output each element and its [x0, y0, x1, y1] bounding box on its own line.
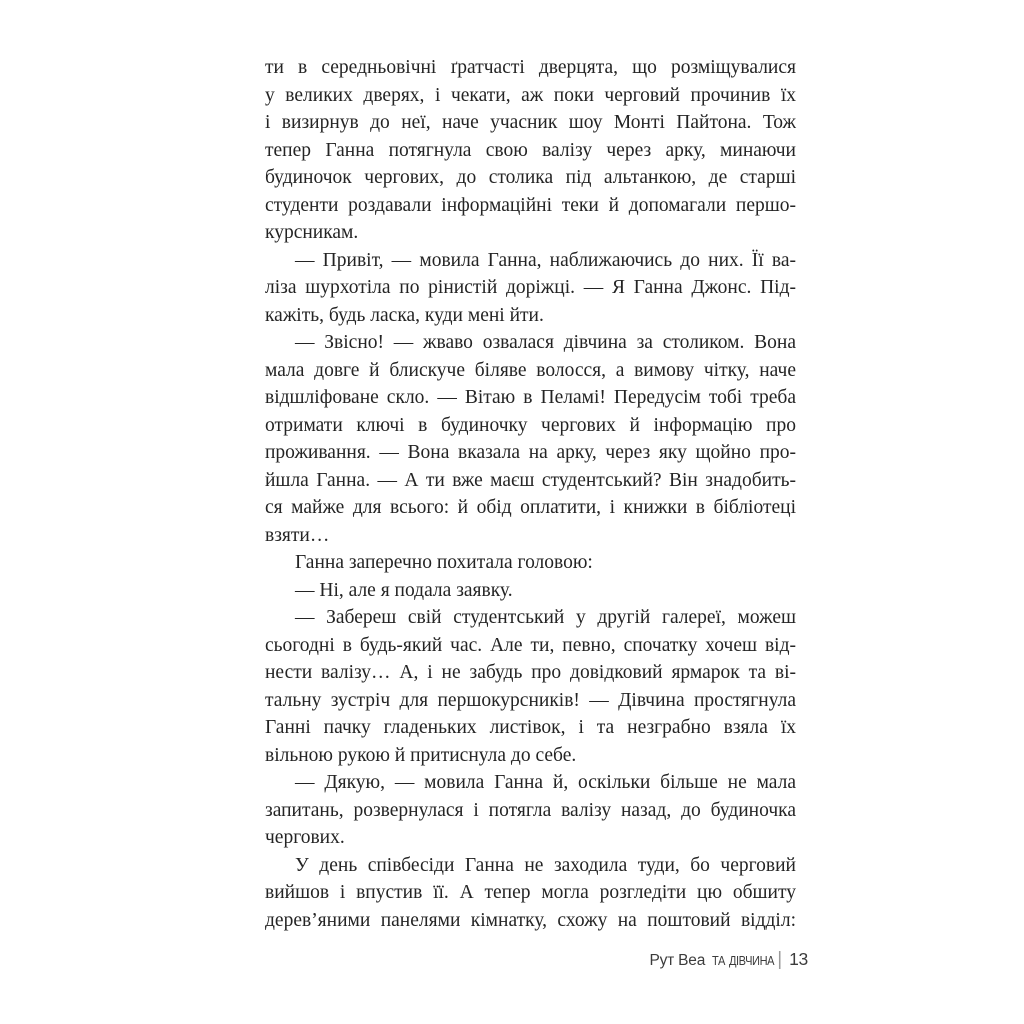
text-line: Ганна заперечно похитала головою: [295, 552, 593, 573]
text-line: нести валізу… А, і не забудь про довідковий ярмарок та ві- [265, 662, 796, 683]
footer-author: Рут Веа [649, 952, 706, 969]
text-line: і визирнув до неї, наче учасник шоу Монті Пайтона. Тож [265, 112, 796, 133]
text-line: тальну зустріч для першокурсників! — Дівчина простягнула [265, 689, 796, 711]
footer-page-number: 13 [789, 949, 808, 969]
paragraph [265, 577, 796, 605]
paragraph [265, 329, 796, 549]
text-line: відшліфоване скло. — Вітаю в Пеламі! Передусім тобі треба [265, 387, 796, 408]
text-line: вільною рукою й притиснула до себе. [265, 744, 577, 766]
text-line: у великих дверях, і чекати, аж поки черговий прочинив їх [265, 84, 796, 106]
body-text [265, 54, 796, 934]
footer-separator: | [777, 949, 783, 970]
text-line: — Дякую, — мовила Ганна й, оскільки більше не мала [295, 772, 796, 793]
text-line: тепер Ганна потягнула свою валізу через арку, минаючи [265, 139, 796, 161]
paragraph [265, 54, 796, 247]
text-line: дерев’яними панелями кімнатку, схожу на поштовий відділ: [265, 909, 796, 931]
text-line: ліза шурхотіла по рінистій доріжці. — Я Ганна Джонс. Під- [265, 277, 796, 298]
text-line: взяти… [265, 524, 330, 546]
paragraph [265, 549, 796, 577]
footer-book-title: та дівчина [712, 949, 775, 970]
text-line: студенти роздавали інформаційні теки й допомагали першо- [265, 194, 796, 216]
paragraph [265, 247, 796, 330]
text-line: будиночок чергових, до столика під альтанкою, де старші [265, 167, 796, 188]
text-line: — Звісно! — жваво озвалася дівчина за столиком. Вона [295, 332, 796, 353]
text-line: вийшов і впустив її. А тепер могла розгледіти цю обшиту [265, 882, 796, 903]
text-line: курсникам. [265, 222, 359, 243]
text-line: мала довге й блискуче біляве волосся, а вимову чітку, наче [265, 359, 796, 381]
text-line: — Привіт, — мовила Ганна, наближаючись до них. Її ва- [295, 249, 796, 271]
text-line: У день співбесіди Ганна не заходила туди, бо черговий [295, 854, 796, 876]
text-line: ти в середньовічні ґратчасті дверцята, що розміщувалися [265, 57, 796, 78]
paragraph [265, 769, 796, 852]
text-line: чергових. [265, 827, 345, 848]
text-line: — Ні, але я подала заявку. [295, 579, 513, 601]
page-footer [265, 949, 808, 971]
text-line: Ганні пачку гладеньких листівок, і та незграбно взяла їх [265, 717, 796, 738]
text-line: проживання. — Вона вказала на арку, через яку щойно про- [265, 442, 796, 463]
text-line: кажіть, будь ласка, куди мені йти. [265, 304, 544, 326]
text-line: запитань, розвернулася і потягла валізу назад, до будиночка [265, 799, 796, 821]
text-line: ся майже для всього: й обід оплатити, і книжки в бібліотеці [265, 497, 796, 518]
paragraph [265, 852, 796, 935]
text-line: сьогодні в будь-який час. Але ти, певно, спочатку хочеш від- [265, 634, 796, 656]
text-line: отримати ключі в будиночку чергових й інформацію про [265, 414, 796, 436]
text-line: — Забереш свій студентський у другій галереї, можеш [295, 607, 796, 628]
paragraph [265, 604, 796, 769]
text-line: йшла Ганна. — А ти вже маєш студентський? Він знадобить- [265, 469, 796, 491]
